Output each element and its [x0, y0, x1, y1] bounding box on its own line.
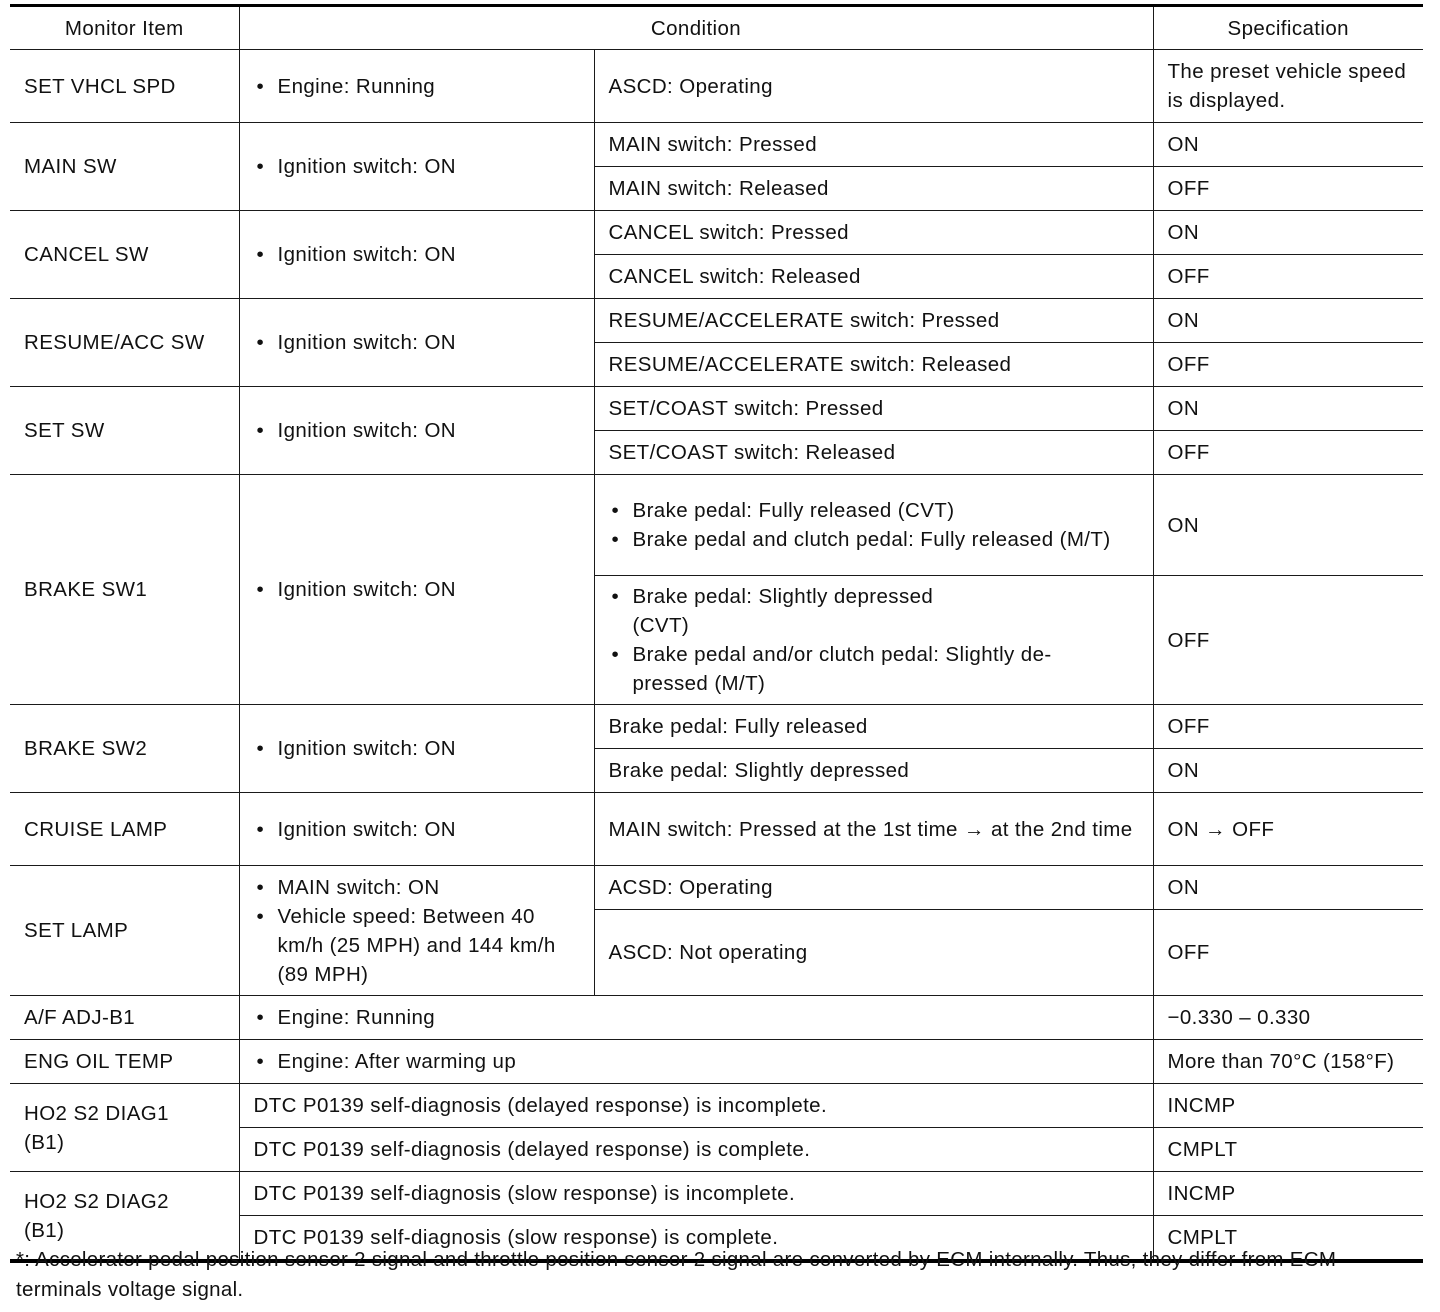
- bullet-item: • Ignition switch: ON: [254, 152, 580, 181]
- specification-cell: ON: [1153, 387, 1423, 431]
- specification-cell: OFF: [1153, 255, 1423, 299]
- monitor-item-cell: RESUME/ACC SW: [10, 299, 239, 387]
- bullet-item: • Brake pedal and clutch pedal: Fully released (M/​T): [609, 525, 1139, 554]
- specification-cell: ON → OFF: [1153, 793, 1423, 866]
- condition-cell: DTC P0139 self-diagnosis (slow response) is complete.: [239, 1216, 1153, 1262]
- monitor-item-cell: SET VHCL SPD: [10, 50, 239, 123]
- condition-cell: [239, 50, 594, 123]
- bullet-item: • Vehicle speed: Between 40 km/h (25 MPH) and 144 km/h (89 MPH): [254, 902, 584, 989]
- bullet-item: • Ignition switch: ON: [254, 815, 580, 844]
- specification-cell: OFF: [1153, 343, 1423, 387]
- specification-cell: The preset vehicle speed is displayed.: [1153, 50, 1423, 123]
- condition-cell: DTC P0139 self-diagnosis (slow response) is incomplete.: [239, 1172, 1153, 1216]
- specification-cell: OFF: [1153, 576, 1423, 705]
- condition-cell: [239, 123, 594, 211]
- table-row: [10, 1084, 1423, 1128]
- bullet-item: • Brake pedal and/or clutch pedal: Slightly de-pressed (M/T): [609, 640, 1139, 698]
- monitor-item-cell: BRAKE SW2: [10, 705, 239, 793]
- table-row: [10, 123, 1423, 167]
- specification-cell: INCMP: [1153, 1172, 1423, 1216]
- specification-cell: ON: [1153, 123, 1423, 167]
- condition-detail-cell: RESUME/ACCELERATE switch: Released: [594, 343, 1153, 387]
- monitor-item-cell: SET SW: [10, 387, 239, 475]
- table-row: [10, 211, 1423, 255]
- specification-cell: INCMP: [1153, 1084, 1423, 1128]
- condition-detail-cell: MAIN switch: Released: [594, 167, 1153, 211]
- condition-cell: DTC P0139 self-diagnosis (delayed response) is complete.: [239, 1128, 1153, 1172]
- condition-detail-cell: SET/COAST switch: Pressed: [594, 387, 1153, 431]
- table-row: [10, 793, 1423, 866]
- condition-cell: [239, 475, 594, 705]
- bullet-item: • Engine: Running: [254, 72, 580, 101]
- condition-cell: [239, 866, 594, 996]
- condition-detail-cell: MAIN switch: Pressed at the 1st time → at the 2nd time: [594, 793, 1153, 866]
- condition-detail-cell: CANCEL switch: Released: [594, 255, 1153, 299]
- bullet-item: • Engine: Running: [254, 1003, 1139, 1032]
- condition-cell: [239, 705, 594, 793]
- header-specification: Specification: [1153, 6, 1423, 50]
- condition-detail-cell: MAIN switch: Pressed: [594, 123, 1153, 167]
- condition-detail-cell: ASCD: Not operating: [594, 910, 1153, 996]
- specification-cell: OFF: [1153, 910, 1423, 996]
- bullet-item: • MAIN switch: ON: [254, 873, 584, 902]
- bullet-item: • Engine: After warming up: [254, 1047, 1139, 1076]
- bullet-item: • Ignition switch: ON: [254, 416, 580, 445]
- table-row: [10, 866, 1423, 910]
- monitor-item-cell: CRUISE LAMP: [10, 793, 239, 866]
- specification-cell: OFF: [1153, 167, 1423, 211]
- condition-cell: DTC P0139 self-diagnosis (delayed response) is incomplete.: [239, 1084, 1153, 1128]
- table-row: [10, 1172, 1423, 1216]
- specification-cell: ON: [1153, 866, 1423, 910]
- condition-cell: [239, 299, 594, 387]
- monitor-item-cell: SET LAMP: [10, 866, 239, 996]
- monitor-item-cell: ENG OIL TEMP: [10, 1040, 239, 1084]
- bullet-item: • Brake pedal: Slightly depressed (CVT): [609, 582, 1139, 640]
- condition-detail-cell: ASCD: Operating: [594, 50, 1153, 123]
- monitor-item-cell: HO2 S2 DIAG1 (B1): [10, 1084, 239, 1172]
- condition-cell: [239, 1040, 1153, 1084]
- specification-cell: CMPLT: [1153, 1128, 1423, 1172]
- table-row: [10, 1040, 1423, 1084]
- monitor-item-cell: CANCEL SW: [10, 211, 239, 299]
- specification-cell: CMPLT: [1153, 1216, 1423, 1262]
- specification-cell: More than 70°C (158°F): [1153, 1040, 1423, 1084]
- table-row: [10, 299, 1423, 343]
- table-header-row: [10, 6, 1423, 50]
- monitor-item-cell: MAIN SW: [10, 123, 239, 211]
- condition-detail-cell: ACSD: Operating: [594, 866, 1153, 910]
- condition-cell: [239, 793, 594, 866]
- specification-cell: OFF: [1153, 431, 1423, 475]
- bullet-item: • Ignition switch: ON: [254, 240, 580, 269]
- bullet-item: • Brake pedal: Fully released (CVT): [609, 496, 1139, 525]
- condition-detail-cell: Brake pedal: Slightly depressed: [594, 749, 1153, 793]
- bullet-item: • Ignition switch: ON: [254, 328, 580, 357]
- specification-cell: ON: [1153, 299, 1423, 343]
- table-row: [10, 996, 1423, 1040]
- spec-table-container: [10, 4, 1423, 1263]
- monitor-item-cell: BRAKE SW1: [10, 475, 239, 705]
- monitor-item-cell: HO2 S2 DIAG2 (B1): [10, 1172, 239, 1262]
- table-row: [10, 50, 1423, 123]
- specification-cell: OFF: [1153, 705, 1423, 749]
- table-row: [10, 475, 1423, 576]
- condition-detail-cell: [594, 576, 1153, 705]
- header-condition: Condition: [239, 6, 1153, 50]
- bullet-item: • Ignition switch: ON: [254, 734, 580, 763]
- condition-detail-cell: SET/COAST switch: Released: [594, 431, 1153, 475]
- table-row: [10, 705, 1423, 749]
- condition-cell: [239, 211, 594, 299]
- bullet-item: • Ignition switch: ON: [254, 575, 580, 604]
- monitor-item-cell: A/F ADJ-B1: [10, 996, 239, 1040]
- monitor-spec-table: [10, 4, 1423, 1263]
- footnote: *: Accelerator pedal position sensor 2 signal and throttle position sensor 2 signal are converted by ECM internally. Thus, they differ from ECM terminals voltage signal.: [16, 1248, 1337, 1301]
- condition-detail-cell: [594, 475, 1153, 576]
- specification-cell: −0.330 – 0.330: [1153, 996, 1423, 1040]
- condition-cell: [239, 996, 1153, 1040]
- condition-cell: [239, 387, 594, 475]
- specification-cell: ON: [1153, 749, 1423, 793]
- condition-detail-cell: RESUME/ACCELERATE switch: Pressed: [594, 299, 1153, 343]
- specification-cell: ON: [1153, 475, 1423, 576]
- table-row: [10, 387, 1423, 431]
- header-monitor-item: Monitor Item: [10, 6, 239, 50]
- condition-detail-cell: CANCEL switch: Pressed: [594, 211, 1153, 255]
- specification-cell: ON: [1153, 211, 1423, 255]
- condition-detail-cell: Brake pedal: Fully released: [594, 705, 1153, 749]
